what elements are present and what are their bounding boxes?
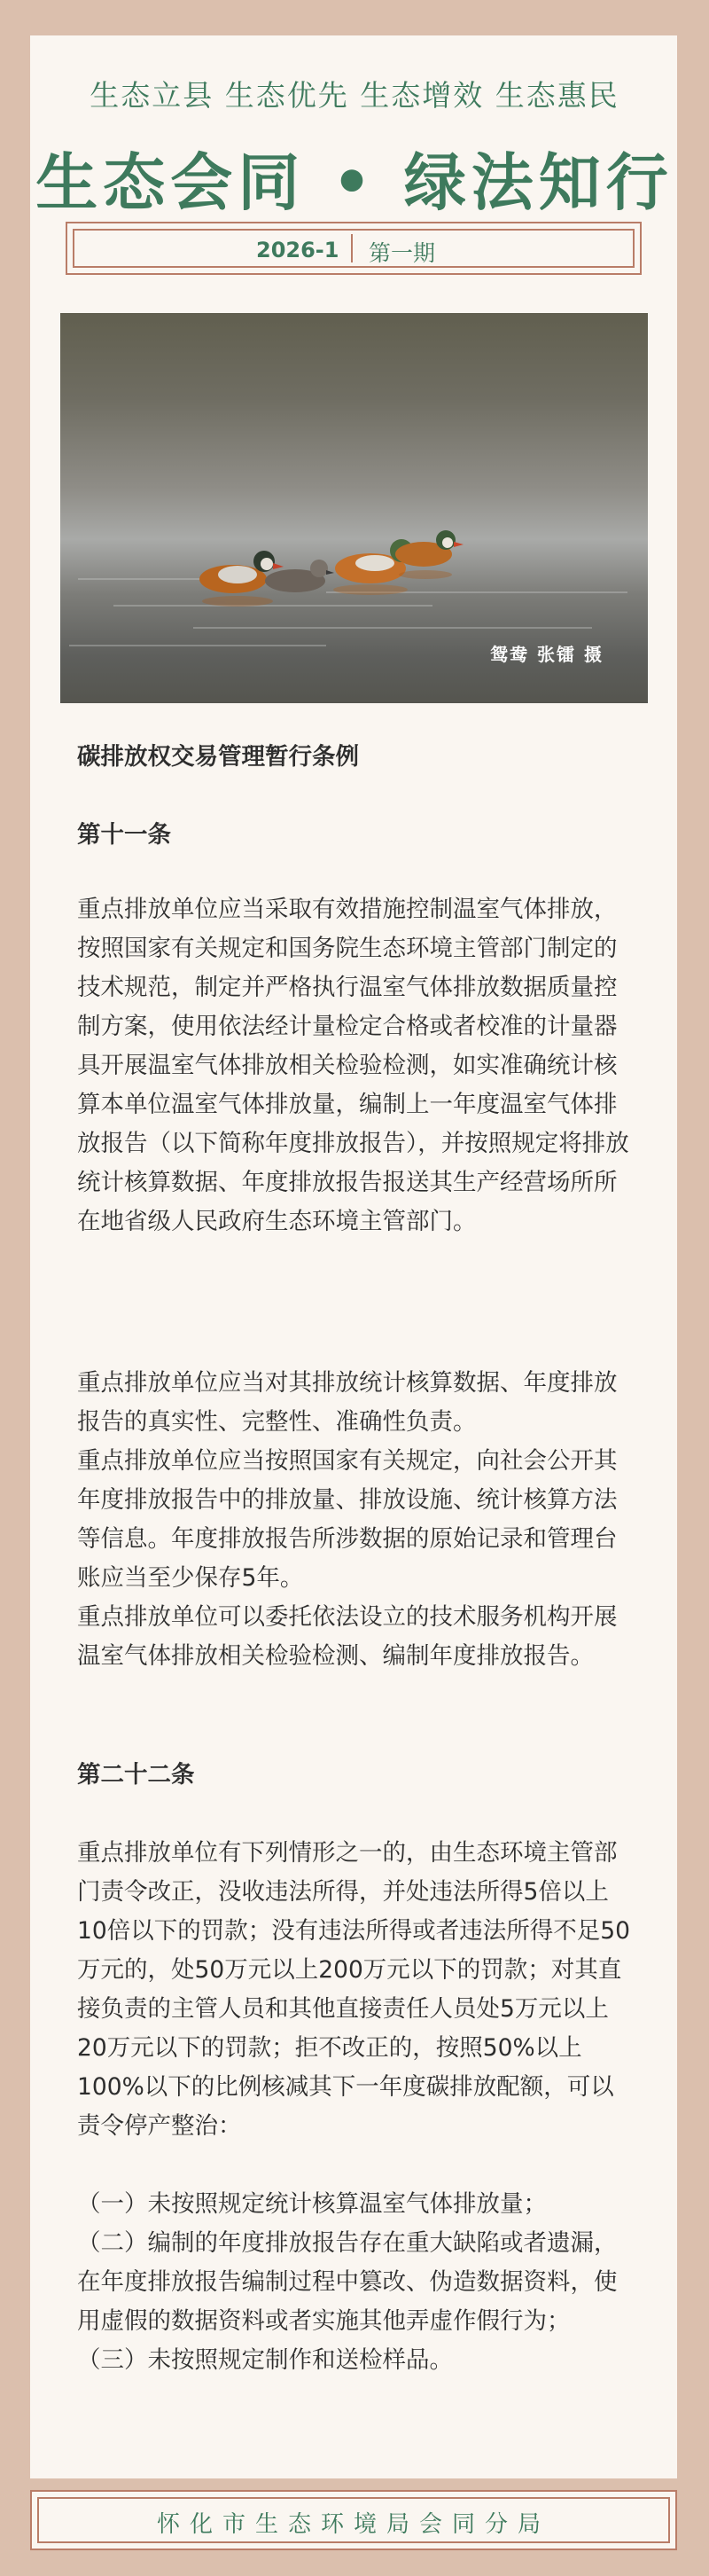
- article-11-paragraph-4: 重点排放单位可以委托依法设立的技术服务机构开展温室气体排放相关检验检测、编制年度排放报告。: [77, 1603, 618, 1670]
- article-22-item-2: （二）编制的年度排放报告存在重大缺陷或者遗漏，在年度排放报告编制过程中篡改、伪造数据资料，使用虚假的数据资料或者实施其他弄虚作假行为；: [77, 2229, 618, 2335]
- duck-4: [395, 530, 464, 567]
- issue-date: 2026-1: [256, 238, 339, 262]
- article-22-heading: 第二十二条: [77, 1761, 195, 1789]
- issue-frame-inner: [73, 229, 635, 268]
- footer-org: 怀化市生态环境局会同分局: [156, 2511, 550, 2538]
- mandarin-ducks-photo: [60, 313, 648, 703]
- issue-divider: [351, 234, 353, 262]
- article-11-paragraph-3: 重点排放单位应当按照国家有关规定，向社会公开其年度排放报告中的排放量、排放设施、统计核算方法等信息。年度排放报告所涉数据的原始记录和管理台账应当至少保存5年。: [77, 1447, 618, 1592]
- law-title: 碳排放权交易管理暂行条例: [77, 743, 359, 771]
- article-22-paragraph-1: 重点排放单位有下列情形之一的，由生态环境主管部门责令改正，没收违法所得，并处违法所得5倍以上10倍以下的罚款；没有违法所得或者违法所得不足50万元的，处50万元以上200万元以下的罚款；对其直接负责的主管人员和其他直接责任人员处5万元以上20万元以下的罚款；拒不改正的，按照50%以上100%以下的比例核减其下一年度碳排放配额，可以责令停产整治：: [77, 1839, 630, 2140]
- issue-bar: [66, 222, 642, 275]
- article-11-paragraph-2: 重点排放单位应当对其排放统计核算数据、年度排放报告的真实性、完整性、准确性负责。: [77, 1369, 618, 1436]
- footer: [30, 2490, 677, 2550]
- article-22-item-1: （一）未按照规定统计核算温室气体排放量；: [77, 2190, 547, 2218]
- slogan: 生态立县 生态优先 生态增效 生态惠民: [90, 78, 619, 113]
- issue-number: 第一期: [369, 240, 436, 266]
- photo-credit: 鸳鸯 张镭 摄: [490, 644, 604, 665]
- article-11-paragraph-1: 重点排放单位应当采取有效措施控制温室气体排放，按照国家有关规定和国务院生态环境主管部门制定的技术规范，制定并严格执行温室气体排放数据质量控制方案，使用依法经计量检定合格或者校准的计量器具开展温室气体排放相关检验检测，如实准确统计核算本单位温室气体排放量，编制上一年度温室气体排放报告（以下简称年度排放报告），并按照规定将排放统计核算数据、年度排放报告报送其生产经营场所所在地省级人民政府生态环境主管部门。: [77, 896, 629, 1235]
- article-11-heading: 第十一条: [77, 821, 171, 849]
- page-title: 生态会同 • 绿法知行: [35, 145, 674, 219]
- article-22-item-3: （三）未按照规定制作和送检样品。: [77, 2346, 453, 2374]
